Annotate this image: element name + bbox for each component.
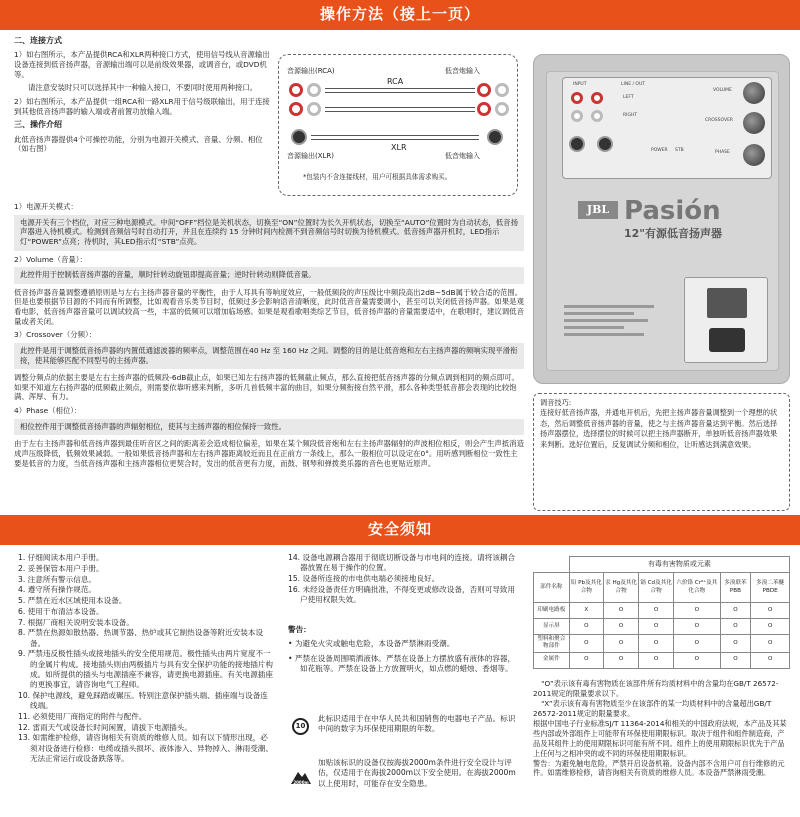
hazard-row [534, 652, 790, 668]
tuning-tips-box [533, 393, 790, 511]
crossover-label: CROSSOVER [705, 118, 734, 123]
rating-label-plate [564, 301, 660, 361]
hazard-cell: O [603, 619, 638, 635]
safety-item: 2. 妥善保管本用户手册。 [18, 563, 104, 573]
hazard-cell: 印刷电路板 [534, 603, 570, 619]
warning-item: • 为避免火灾或触电危险，本设备严禁淋雨受潮。 [288, 639, 455, 649]
hazard-cell: O [569, 619, 603, 635]
hazard-header-cell: 镉 Cd及其化合物 [639, 573, 674, 603]
hazard-cell: O [674, 619, 721, 635]
warning-item: • 严禁在设备周围喷洒液体。严禁在设备上方摆放盛有液体的容器，如花瓶等。严禁在设备上方放置明火，如点燃的蜡烛、香烟等。 [288, 653, 516, 673]
hazard-cell: 金属件 [534, 652, 570, 668]
epup-icon: 10 [292, 718, 309, 735]
hazard-header-cell: 铅 Pb及其化合物 [569, 573, 603, 603]
rca-jack-white [307, 83, 321, 97]
page-title: 操作方法（接上一页） [319, 5, 480, 24]
function-note: 由于左右主扬声器和低音扬声器到最佳听音区之间的距离差会造成相位偏差，如果在某个频段低音炮和左右主扬声器辐射的声波相位相反，则会产生声抵消造成声压级降低，低频效果减弱。一般如果低音扬声器和左右扬声器距离较近而且在正前方一条线上，那么一般相位可以设定在0°。用听感判断相位一致性主要是低音的力度，当低音扬声器和主扬声器相位更契合时，发出的低音更有力度，而鼓、钢琴和弹拨类乐器的音色也更贴近原声。 [14, 439, 524, 468]
hazard-note: 警告：为避免触电危险，严禁开启设备机箱。设备内部不含用户可自行维修的元件。如需维修检修，请咨询相关有资质的维修人员。本设备严禁淋雨受潮。 [533, 758, 785, 778]
hazard-header-cell: 多溴联苯 PBB [720, 573, 751, 603]
volume-label: VOLUME [713, 88, 732, 93]
hazard-cell: O [720, 619, 751, 635]
rca-jack-white [495, 102, 509, 116]
phase-label: PHASE [715, 150, 730, 155]
volume-knob[interactable] [743, 82, 765, 104]
output-right-jack [591, 110, 603, 122]
hazard-row [534, 603, 790, 619]
safety-title: 安全须知 [367, 520, 432, 539]
lfe-input-label: 低音炮输入 [445, 67, 480, 75]
hazard-cell: O [639, 619, 674, 635]
rca-jack-red [289, 102, 303, 116]
function-text: 此控件用于控制低音扬声器的音量，顺时针转动旋钮即提高音量；逆时针转动则降低音量。 [14, 267, 524, 284]
hazard-note: “O”表示该有毒有害物质在该部件所有均质材料中的含量均在GB/T 26572-2011规定的限量要求以下。 [533, 679, 779, 698]
model-name: 12"有源低音扬声器 [624, 227, 723, 240]
rca-jack-red [477, 102, 491, 116]
brand-area [578, 195, 773, 245]
warning-text: 为避免火灾或触电危险，本设备严禁淋雨受潮。 [294, 639, 455, 649]
xlr-output-label: 音源输出(XLR) [287, 152, 335, 160]
epup-text: 此标识适用于在中华人民共和国销售的电器电子产品。标识中间的数字为环保使用期限的年数。 [318, 714, 516, 734]
paragraph: 此低音扬声器提供4个可操控功能，分别为电源开关模式、音量、分频、相位（如右图） [14, 134, 263, 154]
lfe-label: LINE / OUT [621, 82, 646, 87]
function-text: 相位控件用于调整低音扬声器的声辐射相位，使其与主扬声器的相位保持一致性。 [14, 419, 524, 436]
tips-text: 连接好低音扬声器，并通电开机后，先把主扬声器音量调整到一个理想的状态，然后调整低音扬声器的音量，使之与主扬声器音量达到平衡。然后选择扬声器摆位，选择摆位的时候可以把主扬声器断开，单独听低音扬声器效果来判断。选好位置后，反复调试分频和相位，让听感达到满意效果。 [540, 408, 778, 449]
safety-item: 16. 未经设备责任方明确批准，不得变更或修改设备，否则可导致用户使用权限失效。 [288, 584, 516, 604]
hazard-notes [533, 679, 790, 778]
function-text: 电源开关有三个档位，对应三种电源模式。中间“OFF”档位是关机状态，切换至“ON”位置时为长久开机状态，切换至“AUTO”位置时为自动状态，低音扬声器进入待机模式。检测到音频信号时自动打开，并且在连续约 15 分钟时间内检测不到音频信号时切换为待机模式。低音扬声器开机时，LED指示灯“POWER”点亮；待机时，其LED指示灯“STB”点亮。 [14, 215, 524, 251]
safety-item: 5. 严禁在近水区域使用本设备。 [18, 596, 127, 605]
safety-item: 12. 雷雨天气或设备长时间闲置，请拔下电源插头。 [18, 722, 192, 732]
hazard-table-wrap [533, 556, 790, 669]
left-label: LEFT [623, 95, 634, 100]
safety-item: 4. 遵守所有操作规范。 [18, 585, 97, 595]
warning-text: 严禁在设备周围喷洒液体。严禁在设备上方摆放盛有液体的容器，如花瓶等。严禁在设备上方放置明火，如点燃的蜡烛、香烟等。 [294, 653, 516, 673]
stb-led-label: STB [675, 148, 684, 153]
hazard-row [534, 619, 790, 635]
input-left-jack [571, 92, 583, 104]
connection-section [14, 36, 272, 158]
paragraph: 1）如右图所示，本产品提供RCA和XLR两种接口方式，使用信号线从音源输出设备连接到低音扬声器，音源输出端可以是前级效果器，或调音台，或DVD机等。 [14, 50, 270, 79]
page-title-banner [0, 0, 800, 30]
altitude-icon [290, 766, 312, 786]
hazard-row [534, 635, 790, 653]
function-heading: 1）电源开关模式： [14, 202, 78, 211]
rca-jack-white [307, 102, 321, 116]
xlr-jack [291, 129, 307, 145]
xlr-label: XLR [391, 143, 407, 152]
safety-item: 10. 保护电源线，避免踩踏或碾压。特别注意保护插头端、插座端与设备连线端。 [18, 690, 268, 710]
hazard-cell: O [603, 603, 638, 619]
power-inlet [709, 328, 745, 352]
cable-note: *包装内不含连接线材，用户可根据具体需求购买。 [303, 173, 452, 181]
rca-cable [325, 107, 475, 112]
function-text: 此控件是用于调整低音扬声器的内置低通滤波器的频率点，调整范围在40 Hz 至 160 Hz 之间。调整的目的是让低音炮和左右主扬声器的频响实现平滑衔接，使其能够匹配不同型号的主扬声器。 [14, 343, 524, 369]
hazard-note: 根据中国电子行业标准SJ/T 11364-2014和相关的中国政府法规，本产品及其某些内部或外部组件上可能带有环保使用期限标识。取决于组件和组件制造商，产品及其组件上的使用期限标识可能有所不同。组件上的使用期限标识优先于产品上任何与之相冲突的或不同的环保使用期限标识。 [533, 718, 787, 758]
rca-label: RCA [387, 77, 404, 86]
hazard-header-cell: 部件名称 [534, 573, 570, 603]
hazard-header-cell: 多溴二苯醚 PBDE [751, 573, 790, 603]
rca-cable [325, 88, 475, 93]
input-right-jack [571, 110, 583, 122]
tips-title: 调音技巧: [540, 398, 572, 407]
right-label: RIGHT [623, 113, 638, 118]
rca-jack-red [477, 83, 491, 97]
xlr-cable [311, 135, 479, 140]
altitude-text: 加贴该标识的设备仅按海拔2000m条件进行安全设计与评估，仅适用于在海拔2000m以下安全使用。在海拔2000m以上使用时，可能存在安全隐患。 [318, 758, 516, 788]
safety-item: 7. 根据厂商相关说明安装本设备。 [18, 617, 134, 627]
hazard-table [533, 556, 790, 669]
safety-item: 8. 严禁在热源如散热器、热调节器、热炉或其它制热设备等附近安装本设备。 [18, 628, 264, 648]
hazard-cell: X [569, 603, 603, 619]
xlr-jack [487, 129, 503, 145]
hazard-cell: O [720, 652, 751, 668]
safety-item: 15. 设备所连接的市电供电端必须接地良好。 [288, 574, 440, 583]
hazard-cell: O [674, 635, 721, 653]
rca-output-label: 音源输出(RCA) [287, 67, 335, 75]
safety-list-continued [288, 553, 520, 606]
safety-item: 9. 严禁违反极性插头或接地插头的安全使用规范。极性插头由两片宽度不一的金属片构成。接地插头则由两极插片与具有安全保护功能的接地插片构成。如所提供的插头与电源插座不兼容，请更换电源插座。有关电源插座的更换事宜，请咨询电气工程师。 [18, 649, 273, 689]
hazard-header-cell: 汞 Hg及其化合物 [603, 573, 638, 603]
function-heading: 3）Crossover（分频）： [14, 330, 97, 340]
series-name: Pasión [624, 196, 721, 226]
lfe-input-label: 低音炮输入 [445, 152, 480, 160]
hazard-cell: O [569, 635, 603, 653]
hazard-cell: O [720, 635, 751, 653]
safety-banner [0, 515, 800, 545]
function-heading: 4）Phase（相位）： [14, 406, 82, 415]
paragraph: 2）如右图所示，本产品提供一组RCA和一路XLR用于信号级联输出，用于连接到其他低音扬声器的输入端或者前置功放输入端。 [14, 96, 270, 116]
hazard-cell: O [720, 603, 751, 619]
paragraph: 请注意安装时只可以选择其中一种输入接口，不要同时使用两种接口。 [28, 83, 258, 93]
input-label: INPUT [573, 82, 587, 87]
power-led-label: POWER [651, 148, 668, 153]
safety-item: 1. 仔细阅读本用户手册。 [18, 553, 104, 562]
phase-knob[interactable] [743, 144, 765, 166]
warning-section [288, 625, 520, 674]
crossover-knob[interactable] [743, 112, 765, 134]
functions-section [14, 199, 524, 472]
hazard-cell: O [751, 652, 790, 668]
rca-jack-white [495, 83, 509, 97]
function-heading: 2）Volume（音量）： [14, 254, 87, 264]
power-switch[interactable] [707, 288, 747, 318]
xlr-output-jack [597, 136, 613, 152]
xlr-input-jack [569, 136, 585, 152]
hazard-note: “X”表示该有毒有害物质至少在该部件的某一均质材料中的含量超出GB/T 26572-2011规定的限量要求。 [533, 698, 772, 718]
hazard-table-title: 有毒有害物质或元素 [569, 557, 789, 573]
hazard-cell: O [603, 635, 638, 653]
rca-jack-red [289, 83, 303, 97]
warning-title: 警告： [288, 625, 311, 634]
hazard-cell: O [639, 652, 674, 668]
control-area [562, 77, 772, 179]
hazard-cell: O [751, 603, 790, 619]
hazard-cell: O [639, 635, 674, 653]
hazard-cell: O [569, 652, 603, 668]
section-heading: 二、连接方式 [14, 36, 62, 45]
safety-item: 11. 必须使用厂商指定的附件与配件。 [18, 711, 147, 721]
hazard-cell: 塑料和聚合物部件 [534, 635, 570, 653]
hazard-cell: O [674, 603, 721, 619]
hazard-cell: O [603, 652, 638, 668]
hazard-cell: O [674, 652, 721, 668]
hazard-cell: O [639, 603, 674, 619]
safety-list [18, 553, 274, 765]
hazard-header-cell: 六价铬 Cr⁶⁺及其化合物 [674, 573, 721, 603]
hazard-cell: O [751, 619, 790, 635]
safety-item: 14. 设备电源耦合器用于彻底切断设备与市电间的连接。请将该耦合器放置在易于操作的位置。 [288, 553, 516, 573]
power-module [684, 277, 768, 363]
connection-diagram [278, 54, 518, 196]
safety-item: 13. 如需维护检修，请咨询相关有资质的维修人员。如有以下情形出现，必须对设备进行检修：电缆或插头损坏、液体渗入、异物掉入、淋雨受潮、无法正常运行或设备跌落等。 [18, 733, 273, 763]
safety-item: 3. 注意所有警示信息。 [18, 574, 97, 584]
function-note: 调整分频点的依据主要是左右主扬声器的低频段-6dB截止点，如果已知左右扬声器的低频截止频点，那么直接把低音扬声器的分频点调到相同的频点即可。如果不知道左右扬声器的低频截止频点，则需要依靠听感来判断，多听几首低频丰富的曲目，如果分频衔接自然平滑，那么各种类型低音都会表现的比较饱满、浑厚、有力。 [14, 373, 519, 402]
amp-rear-panel [533, 54, 790, 384]
hazard-cell: 显示屏 [534, 619, 570, 635]
altitude-icon-label: 2000m [293, 780, 309, 785]
hazard-cell: O [751, 635, 790, 653]
function-note: 低音扬声器音量调整遵循原则是与左右主扬声器音量的平衡性，由于人耳具有等响度效应，一般低频段的声压级比中频段高出2dB~5dB属于较合适的范围。但是也要根据节目源的不同而有所调整，比如观看音乐类节目时，低频过多会影响语音清晰度，此时低音音量需要调小，甚至可以关闭低音扬声器。如果是观看电影，低音扬声器音量可以调试较高一些，丰富的低频可以增加临场感。如果是观看歌唱类综艺节目，低音扬声器的音量需要适中，在歌唱时，建议调低音量或者关闭。 [14, 287, 524, 326]
output-left-jack [591, 92, 603, 104]
jbl-logo: JBL [578, 201, 618, 219]
safety-item: 6. 使用干布清洁本设备。 [18, 606, 104, 616]
section-heading: 三、操作介绍 [14, 120, 62, 130]
